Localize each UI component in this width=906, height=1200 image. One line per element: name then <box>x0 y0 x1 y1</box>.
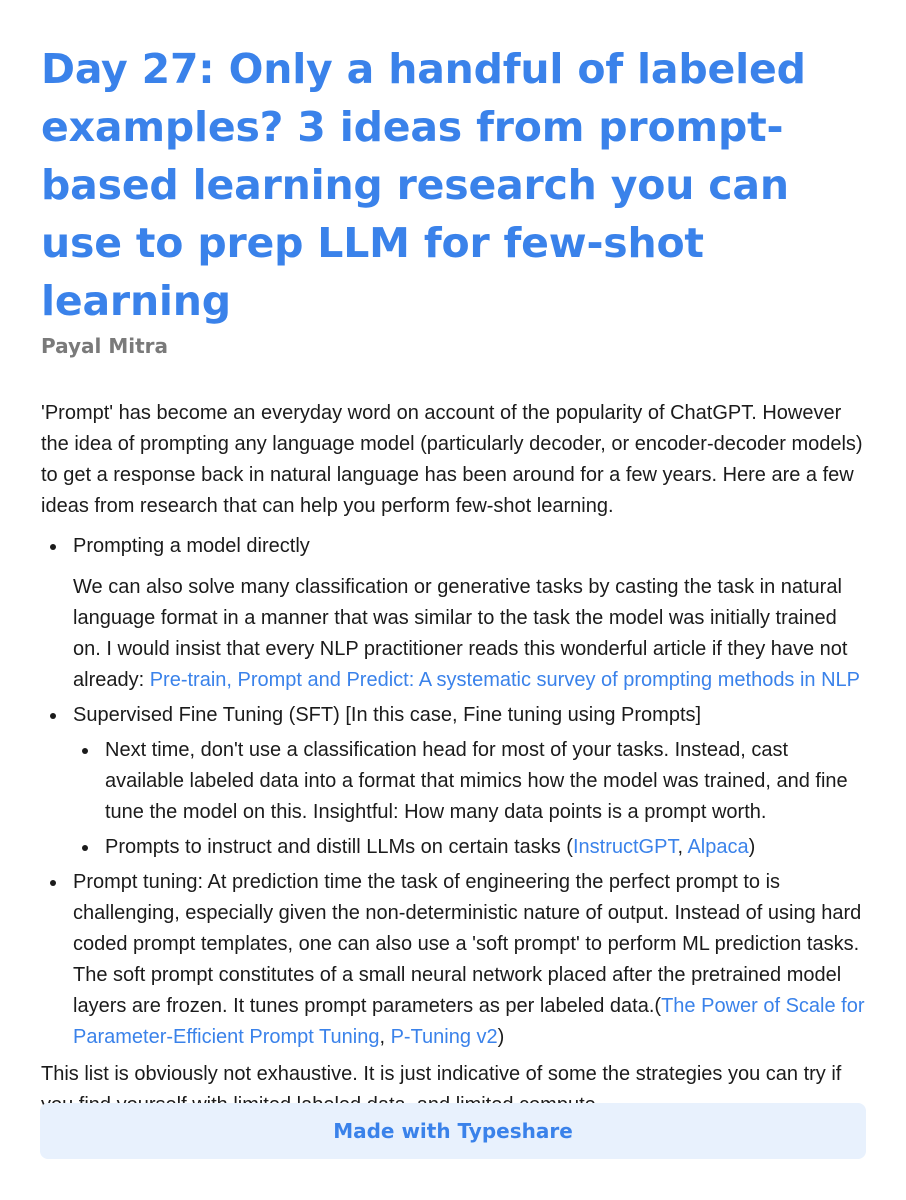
list-item <box>41 700 867 863</box>
power-of-scale-link[interactable]: The Power of Scale for Parameter-Efficient Prompt Tuning <box>73 995 865 1048</box>
article <box>41 40 867 1121</box>
closing-paren: ) <box>497 1026 505 1048</box>
item-heading: Prompting a model directly <box>73 535 310 557</box>
ideas-list <box>41 531 867 1053</box>
sub-list-item: Next time, don't use a classification head for most of your tasks. Instead, cast available labeled data into a format that mimics how the model was trained, and fine tune the model on this. Insightful: How many data points is a prompt worth. <box>73 735 867 828</box>
item-heading: Supervised Fine Tuning (SFT) [In this case, Fine tuning using Prompts] <box>73 704 702 726</box>
sub-list-item <box>73 832 867 863</box>
item-body <box>73 572 867 696</box>
list-item <box>41 531 867 696</box>
alpaca-link[interactable]: Alpaca <box>687 836 749 858</box>
closing-paren: ) <box>748 836 756 858</box>
page-title: Day 27: Only a handful of labeled examples? 3 ideas from prompt-based learning research you can use to prep LLM for few-shot learning <box>41 45 806 325</box>
instructgpt-link[interactable]: InstructGPT <box>572 836 678 858</box>
p-tuning-link[interactable]: P-Tuning v2 <box>390 1026 498 1048</box>
separator: , <box>379 1026 391 1048</box>
outro-paragraph: This list is obviously not exhaustive. It is just indicative of some the strategies you can try if <box>41 1063 842 1085</box>
sub-item-text: Prompts to instruct and distill LLMs on certain tasks ( <box>105 836 573 858</box>
sub-list <box>73 735 867 863</box>
made-with-typeshare-button[interactable]: Made with Typeshare <box>40 1103 866 1159</box>
item-text: Prompt tuning: At prediction time the task of engineering the perfect prompt to is challenging, especially given the non-deterministic nature of output. Instead of using hard coded prompt templates, one can also use a 'soft prompt' to perform ML prediction tasks. The soft prompt constitutes of a small neural network placed after the pretrained model layers are frozen. It tunes prompt parameters as per labeled data.( <box>73 871 862 1017</box>
author-name: Payal Mitra <box>41 334 169 358</box>
list-item <box>41 867 867 1053</box>
survey-link[interactable]: Pre-train, Prompt and Predict: A systematic survey of prompting methods in NLP <box>149 669 861 691</box>
intro-paragraph: 'Prompt' has become an everyday word on account of the popularity of ChatGPT. However the idea of prompting any language model (particularly decoder, or encoder-decoder models) to get a response back in natural language has been around for a few years. Here are a few ideas from research that can help you perform few-shot learning. <box>41 402 863 517</box>
item-body-text: We can also solve many classification or generative tasks by casting the task in natural language format in a manner that was similar to the task the model was initially trained on. I would insist that every NLP practitioner reads this wonderful article if they have not already: <box>73 576 848 691</box>
separator: , <box>677 836 688 858</box>
